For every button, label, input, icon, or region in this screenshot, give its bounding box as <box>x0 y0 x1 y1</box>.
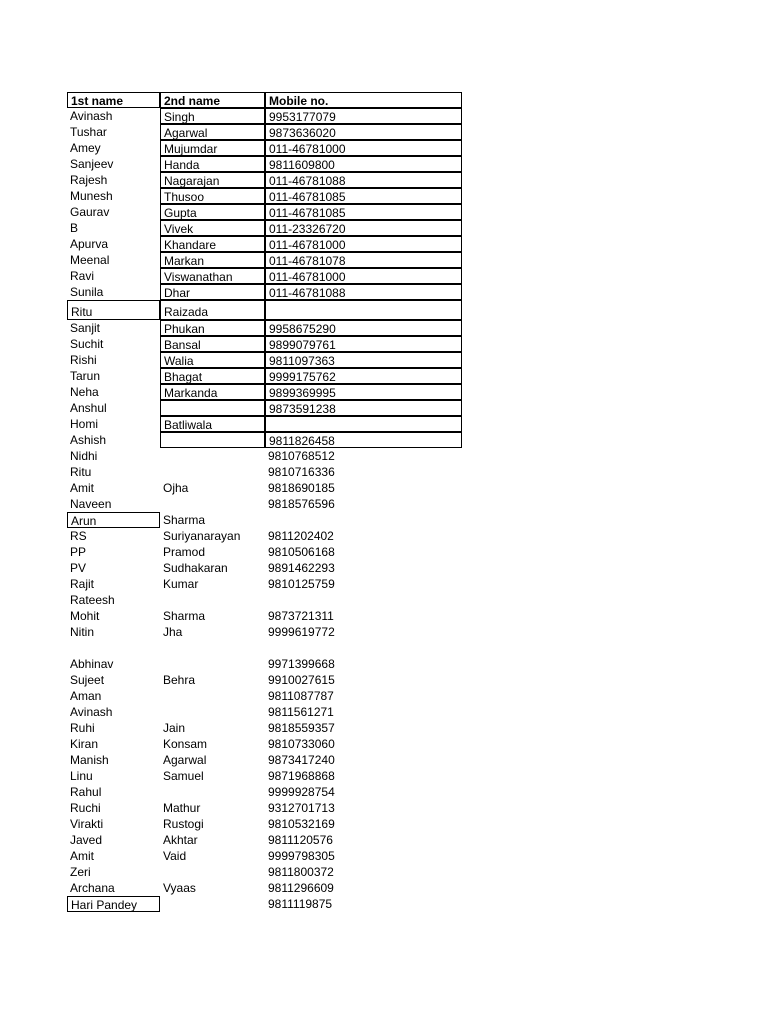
table-row <box>0 156 768 172</box>
table-row <box>0 864 768 880</box>
mobile-number-cell: 9810768512 <box>268 449 335 463</box>
first-name-cell: Manish <box>70 753 109 767</box>
first-name-cell: Ritu <box>67 300 160 320</box>
mobile-number-cell <box>265 300 462 320</box>
mobile-number-cell: 9910027615 <box>268 673 335 687</box>
first-name-cell: Abhinav <box>70 657 114 671</box>
mobile-number-cell: 9873591238 <box>265 400 462 416</box>
first-name-cell: Kiran <box>70 737 99 751</box>
second-name-cell <box>160 496 265 512</box>
second-name-cell: Mujumdar <box>160 140 265 156</box>
header-first-name: 1st name <box>67 92 160 108</box>
table-row <box>0 124 768 140</box>
first-name-cell: Tarun <box>70 369 101 383</box>
mobile-number-cell: 9899369995 <box>265 384 462 400</box>
table-row <box>0 400 768 416</box>
mobile-number-cell <box>265 512 462 528</box>
first-name-cell: Zeri <box>70 865 91 879</box>
table-row <box>0 432 768 448</box>
second-name-cell: Dhar <box>160 284 265 300</box>
first-name-cell: Anshul <box>70 401 107 415</box>
table-row <box>0 336 768 352</box>
mobile-number-cell: 011-23326720 <box>265 220 462 236</box>
table-row <box>0 172 768 188</box>
second-name-cell <box>160 784 265 800</box>
second-name-cell: Jha <box>163 625 183 639</box>
second-name-cell: Batliwala <box>160 416 265 432</box>
second-name-cell <box>160 864 265 880</box>
second-name-cell: Vyaas <box>163 881 196 895</box>
table-row <box>0 268 768 284</box>
first-name-cell: Sanjit <box>70 321 101 335</box>
first-name-cell: Nidhi <box>70 449 98 463</box>
second-name-cell <box>160 592 265 608</box>
second-name-cell: Rustogi <box>163 817 204 831</box>
table-row <box>0 752 768 768</box>
first-name-cell: Rishi <box>70 353 97 367</box>
first-name-cell: Neha <box>70 385 99 399</box>
table-row <box>0 204 768 220</box>
second-name-cell: Walia <box>160 352 265 368</box>
second-name-cell: Behra <box>163 673 196 687</box>
first-name-cell: B <box>70 221 79 235</box>
second-name-cell: Markan <box>160 252 265 268</box>
table-row <box>0 108 768 124</box>
first-name-cell: Ruchi <box>70 801 101 815</box>
second-name-cell: Bhagat <box>160 368 265 384</box>
first-name-cell: Rajesh <box>70 173 108 187</box>
table-row <box>0 720 768 736</box>
mobile-number-cell: 9810506168 <box>268 545 335 559</box>
mobile-number-cell: 9871968868 <box>268 769 335 783</box>
first-name-cell: Ritu <box>70 465 92 479</box>
table-row <box>0 672 768 688</box>
table-row <box>0 544 768 560</box>
first-name-cell: Mohit <box>70 609 100 623</box>
table-row <box>0 592 768 608</box>
mobile-number-cell: 011-46781078 <box>265 252 462 268</box>
mobile-number-cell <box>265 416 462 432</box>
mobile-number-cell: 9899079761 <box>265 336 462 352</box>
mobile-number-cell: 9953177079 <box>265 108 462 124</box>
mobile-number-cell: 9811119875 <box>268 897 333 911</box>
mobile-number-cell: 9811561271 <box>268 705 334 719</box>
mobile-number-cell: 9811097363 <box>265 352 462 368</box>
first-name-cell: PP <box>70 545 87 559</box>
first-name-cell: Ravi <box>70 269 95 283</box>
header-mobile-no: Mobile no. <box>265 92 462 108</box>
second-name-cell: Kumar <box>163 577 199 591</box>
table-row <box>0 300 768 320</box>
second-name-cell: Suriyanarayan <box>163 529 241 543</box>
table-row <box>0 480 768 496</box>
first-name-cell: Rahul <box>70 785 102 799</box>
mobile-number-cell: 9811609800 <box>265 156 462 172</box>
second-name-cell: Bansal <box>160 336 265 352</box>
table-row <box>0 576 768 592</box>
first-name-cell: Linu <box>70 769 93 783</box>
mobile-number-cell: 011-46781000 <box>265 140 462 156</box>
first-name-cell: Javed <box>70 833 103 847</box>
first-name-cell: Munesh <box>70 189 113 203</box>
second-name-cell: Konsam <box>163 737 208 751</box>
second-name-cell <box>160 432 265 448</box>
first-name-cell: Sanjeev <box>70 157 114 171</box>
table-row <box>0 320 768 336</box>
second-name-cell <box>160 400 265 416</box>
first-name-cell: Virakti <box>70 817 104 831</box>
first-name-cell: Amit <box>70 481 94 495</box>
mobile-number-cell: 011-46781088 <box>265 172 462 188</box>
mobile-number-cell: 9810716336 <box>268 465 335 479</box>
table-row <box>0 384 768 400</box>
table-row <box>0 800 768 816</box>
table-row <box>0 284 768 300</box>
table-row <box>0 784 768 800</box>
table-row <box>0 688 768 704</box>
first-name-cell: Avinash <box>70 705 113 719</box>
first-name-cell: Naveen <box>70 497 112 511</box>
first-name-cell: Meenal <box>70 253 110 267</box>
first-name-cell: Amit <box>70 849 94 863</box>
first-name-cell: Avinash <box>70 109 113 123</box>
mobile-number-cell: 9811800372 <box>268 865 334 879</box>
table-row <box>0 832 768 848</box>
mobile-number-cell: 9818690185 <box>268 481 335 495</box>
mobile-number-cell: 9312701713 <box>268 801 335 815</box>
table-row <box>0 560 768 576</box>
first-name-cell: Suchit <box>70 337 104 351</box>
second-name-cell: Agarwal <box>160 124 265 140</box>
table-row <box>0 608 768 624</box>
mobile-number-cell: 9873636020 <box>265 124 462 140</box>
mobile-number-cell: 9811826458 <box>265 432 462 448</box>
table-row <box>0 528 768 544</box>
mobile-number-cell: 9818576596 <box>268 497 335 511</box>
first-name-cell: Rateesh <box>70 593 115 607</box>
header-second-name: 2nd name <box>160 92 265 108</box>
table-row <box>0 140 768 156</box>
table-row <box>0 512 768 528</box>
second-name-cell: Nagarajan <box>160 172 265 188</box>
table-row <box>0 416 768 432</box>
second-name-cell <box>160 640 265 656</box>
table-row <box>0 848 768 864</box>
first-name-cell: Ashish <box>70 433 107 447</box>
table-row <box>0 816 768 832</box>
first-name-cell: PV <box>70 561 87 575</box>
second-name-cell: Pramod <box>163 545 206 559</box>
table-row <box>0 704 768 720</box>
mobile-number-cell: 9999175762 <box>265 368 462 384</box>
mobile-number-cell: 9810532169 <box>268 817 335 831</box>
table-header <box>0 92 768 108</box>
mobile-number-cell: 9810125759 <box>268 577 335 591</box>
second-name-cell: Vaid <box>163 849 187 863</box>
first-name-cell: Sujeet <box>70 673 105 687</box>
second-name-cell: Agarwal <box>163 753 207 767</box>
first-name-cell: Archana <box>70 881 115 895</box>
mobile-number-cell: 9811296609 <box>268 881 334 895</box>
first-name-cell: Ruhi <box>70 721 95 735</box>
mobile-number-cell: 011-46781088 <box>265 284 462 300</box>
mobile-number-cell: 011-46781085 <box>265 188 462 204</box>
second-name-cell <box>160 688 265 704</box>
table-row <box>0 220 768 236</box>
mobile-number-cell: 9891462293 <box>268 561 335 575</box>
second-name-cell: Viswanathan <box>160 268 265 284</box>
table-row <box>0 640 768 656</box>
second-name-cell: Sharma <box>163 609 206 623</box>
second-name-cell: Handa <box>160 156 265 172</box>
first-name-cell: Apurva <box>70 237 109 251</box>
second-name-cell: Singh <box>160 108 265 124</box>
first-name-cell: Tushar <box>70 125 107 139</box>
table-row <box>0 736 768 752</box>
mobile-number-cell: 011-46781085 <box>265 204 462 220</box>
mobile-number-cell: 9811120576 <box>268 833 333 847</box>
mobile-number-cell: 9811202402 <box>268 529 334 543</box>
second-name-cell <box>160 656 265 672</box>
mobile-number-cell: 011-46781000 <box>265 268 462 284</box>
table-row <box>0 188 768 204</box>
second-name-cell: Ojha <box>163 481 189 495</box>
table-row <box>0 236 768 252</box>
table-row <box>0 448 768 464</box>
table-row <box>0 624 768 640</box>
second-name-cell: Thusoo <box>160 188 265 204</box>
table-row <box>0 496 768 512</box>
first-name-cell: Hari Pandey <box>67 896 160 912</box>
second-name-cell <box>160 704 265 720</box>
second-name-cell <box>160 896 265 912</box>
first-name-cell: Gaurav <box>70 205 110 219</box>
table-row <box>0 352 768 368</box>
mobile-number-cell: 9818559357 <box>268 721 335 735</box>
mobile-number-cell: 9958675290 <box>265 320 462 336</box>
mobile-number-cell: 9999928754 <box>268 785 335 799</box>
second-name-cell: Raizada <box>160 300 265 320</box>
first-name-cell: Arun <box>67 512 160 528</box>
table-row <box>0 896 768 912</box>
mobile-number-cell: 9810733060 <box>268 737 335 751</box>
first-name-cell: RS <box>70 529 87 543</box>
table-row <box>0 368 768 384</box>
mobile-number-cell: 9999798305 <box>268 849 335 863</box>
table-row <box>0 880 768 896</box>
mobile-number-cell: 9971399668 <box>268 657 335 671</box>
second-name-cell: Samuel <box>163 769 204 783</box>
first-name-cell <box>67 640 160 656</box>
second-name-cell: Gupta <box>160 204 265 220</box>
second-name-cell: Akhtar <box>163 833 198 847</box>
second-name-cell: Vivek <box>160 220 265 236</box>
mobile-number-cell <box>265 592 462 608</box>
first-name-cell: Sunila <box>70 285 104 299</box>
first-name-cell: Amey <box>70 141 101 155</box>
table-row <box>0 252 768 268</box>
first-name-cell: Nitin <box>70 625 95 639</box>
second-name-cell: Sharma <box>163 513 206 527</box>
mobile-number-cell: 011-46781000 <box>265 236 462 252</box>
second-name-cell: Sudhakaran <box>163 561 228 575</box>
second-name-cell <box>160 464 265 480</box>
table-row <box>0 464 768 480</box>
mobile-number-cell: 9811087787 <box>268 689 334 703</box>
second-name-cell: Markanda <box>160 384 265 400</box>
second-name-cell: Jain <box>163 721 186 735</box>
mobile-number-cell <box>265 640 462 656</box>
first-name-cell: Aman <box>70 689 102 703</box>
mobile-number-cell: 9873417240 <box>268 753 335 767</box>
first-name-cell: Rajit <box>70 577 95 591</box>
second-name-cell: Mathur <box>163 801 201 815</box>
second-name-cell: Phukan <box>160 320 265 336</box>
mobile-number-cell: 9999619772 <box>268 625 335 639</box>
second-name-cell <box>160 448 265 464</box>
second-name-cell: Khandare <box>160 236 265 252</box>
first-name-cell: Homi <box>70 417 99 431</box>
mobile-number-cell: 9873721311 <box>268 609 334 623</box>
table-row <box>0 656 768 672</box>
table-row <box>0 768 768 784</box>
